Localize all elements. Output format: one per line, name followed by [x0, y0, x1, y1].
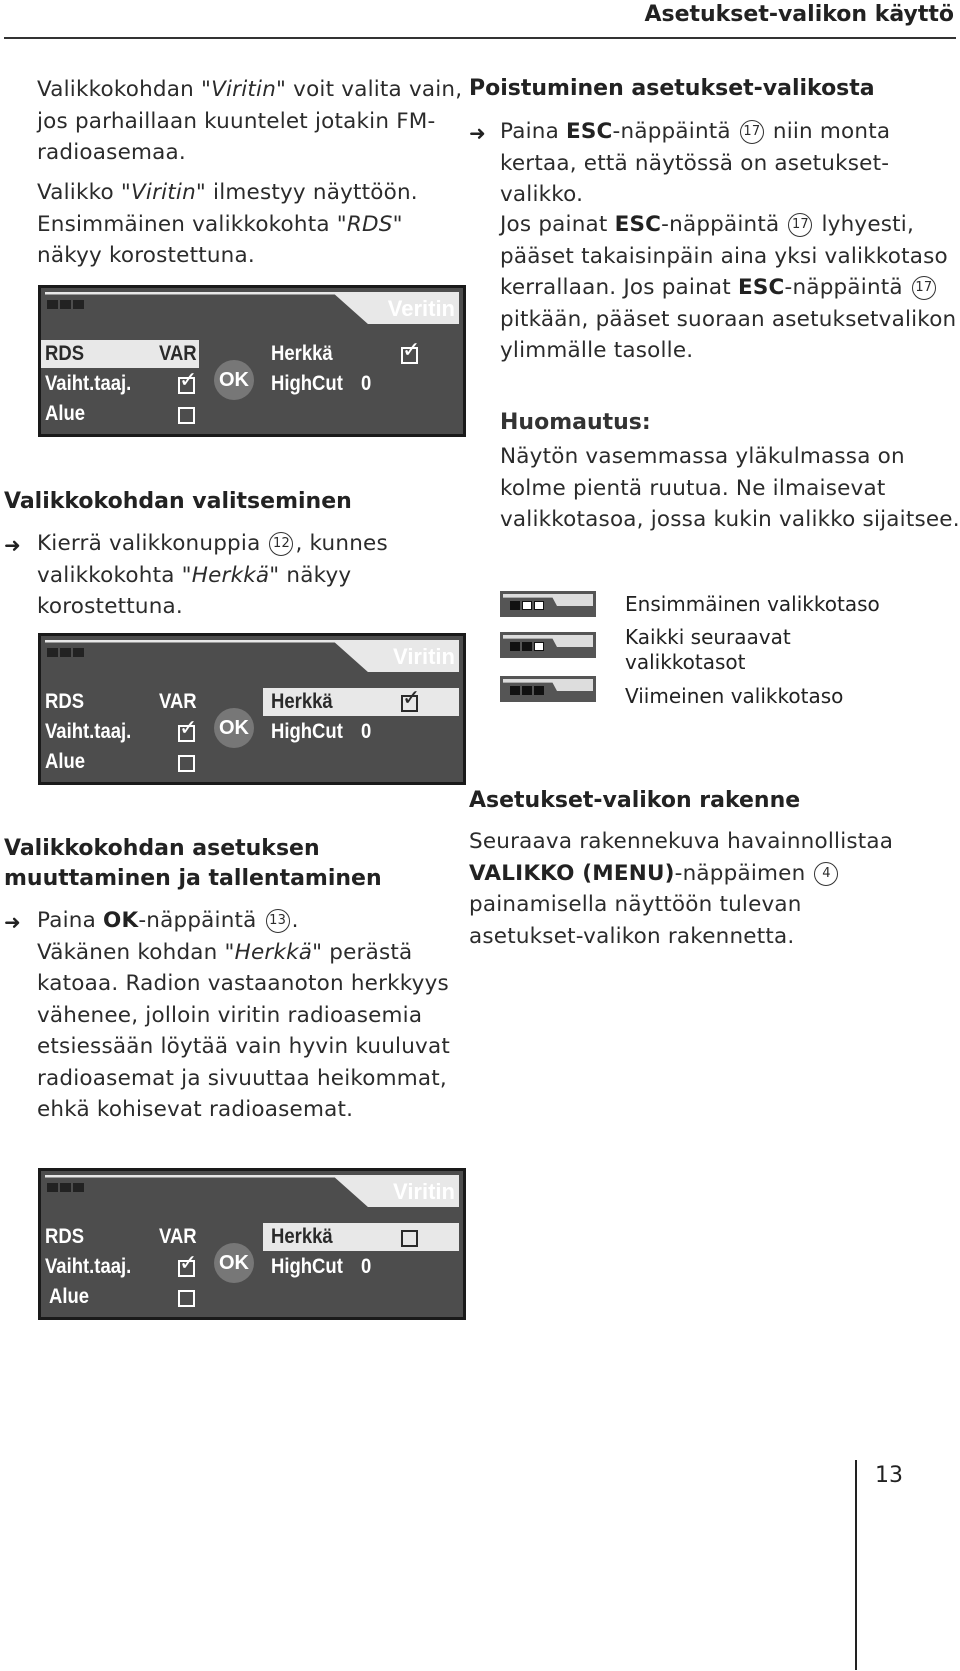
ok-icon: OK: [214, 360, 254, 400]
highcut-value: 0: [361, 1255, 372, 1278]
highcut-label: HighCut: [271, 720, 343, 743]
note-heading: Huomautus:: [500, 410, 651, 435]
herkka-label: Herkkä: [271, 690, 333, 713]
herkka-label: Herkkä: [271, 1225, 333, 1248]
exit-heading: Poistuminen asetukset-valikosta: [469, 76, 875, 101]
check-icon: ✓: [179, 716, 198, 741]
alue-checkbox: [178, 1290, 195, 1307]
vaiht-label: Vaiht.taaj.: [45, 1255, 132, 1278]
arrow-icon: ➜: [469, 121, 486, 145]
alue-checkbox: [178, 755, 195, 772]
ok-icon: OK: [214, 1243, 254, 1283]
display-title: Viritin: [393, 644, 455, 669]
rds-label: RDS: [45, 1225, 85, 1248]
rds-label: RDS: [45, 342, 85, 365]
check-icon: ✓: [179, 368, 198, 393]
arrow-icon: ➜: [4, 533, 21, 557]
page-number-rule: [855, 1460, 857, 1670]
intro-paragraph-2: Valikko "Viritin" ilmestyy näyttöön. Ensimmäinen valikkokohta "RDS" näkyy korostettuna.: [37, 180, 418, 268]
check-icon: ✓: [402, 338, 421, 363]
herkka-checkbox: [401, 1230, 418, 1247]
header-title: Asetukset-valikon käyttö: [644, 2, 954, 27]
section2-text: Paina OK-näppäintä 13 . Väkänen kohdan "Herkkä" perästä katoaa. Radion vastaanoton herkkyys vähenee, jolloin viritin radioasemia etsiessään löytää vain hyvin kuuluvat radioasemat ja sivuuttaa heikommat, ehkä kohisevat radioasemat.: [37, 908, 450, 1122]
vaiht-label: Vaiht.taaj.: [45, 720, 132, 743]
check-icon: ✓: [179, 1251, 198, 1276]
exit-paragraph-1: Paina ESC-näppäintä 17 niin monta kertaa, että näytössä on asetukset-valikko.: [500, 119, 891, 207]
alue-label: Alue: [49, 1285, 90, 1308]
section1-heading: Valikkokohdan valitseminen: [4, 489, 352, 514]
section1-text: Kierrä valikkonuppia 12 , kunnes valikkokohta "Herkkä" näkyy korostettuna.: [37, 531, 388, 619]
ok-icon: OK: [214, 708, 254, 748]
page-number: 13: [875, 1463, 903, 1488]
rds-label: RDS: [45, 690, 85, 713]
highcut-value: 0: [361, 372, 372, 395]
page-header: [0, 0, 960, 38]
section2-heading-line2: muuttaminen ja tallentaminen: [4, 866, 382, 891]
check-icon: ✓: [402, 686, 421, 711]
radio-display-3: [38, 1168, 466, 1320]
struct-text: Seuraava rakennekuva havainnollistaa VALIKKO (MENU)-näppäimen 4 painamisella näyttöön tulevan asetukset-valikon rakennetta.: [469, 829, 894, 949]
display-title: Viritin: [393, 1179, 455, 1204]
section2-heading-line1: Valikkokohdan asetuksen: [4, 836, 320, 861]
level-next-label: Kaikki seuraavat valikkotasot: [625, 625, 791, 674]
alue-checkbox: [178, 407, 195, 424]
header-rule: [4, 37, 956, 39]
level-next-indicator: [500, 632, 596, 658]
level-last-indicator: [500, 676, 596, 702]
intro-paragraph-1: Valikkokohdan "Viritin" voit valita vain, jos parhaillaan kuuntelet jotakin FM-radioasemaa.: [37, 77, 463, 165]
vaiht-label: Vaiht.taaj.: [45, 372, 132, 395]
highcut-label: HighCut: [271, 1255, 343, 1278]
arrow-icon: ➜: [4, 910, 21, 934]
herkka-label: Herkkä: [271, 342, 333, 365]
highcut-value: 0: [361, 720, 372, 743]
alue-label: Alue: [45, 750, 86, 773]
highcut-label: HighCut: [271, 372, 343, 395]
exit-paragraph-2: Jos painat ESC-näppäintä 17 lyhyesti, pääset takaisinpäin aina yksi valikkotaso kerrallaan. Jos painat ESC-näppäintä 17 pitkään, pääset suoraan asetuksetvalikon ylimmälle tasolle.: [500, 212, 957, 363]
level-last-label: Viimeinen valikkotaso: [625, 684, 844, 708]
level-first-label: Ensimmäinen valikkotaso: [625, 592, 880, 616]
radio-display-2: [38, 633, 466, 785]
struct-heading: Asetukset-valikon rakenne: [469, 788, 801, 813]
note-text: Näytön vasemmassa yläkulmassa on kolme pientä ruutua. Ne ilmaisevat valikkotasoa, jossa kukin valikko sijaitsee.: [500, 444, 960, 532]
radio-display-1: [38, 285, 466, 437]
level-first-indicator: [500, 591, 596, 617]
alue-label: Alue: [45, 402, 86, 425]
display-title: Veritin: [387, 296, 455, 321]
var-label: VAR: [159, 342, 197, 365]
var-label: VAR: [159, 1225, 197, 1248]
var-label: VAR: [159, 690, 197, 713]
